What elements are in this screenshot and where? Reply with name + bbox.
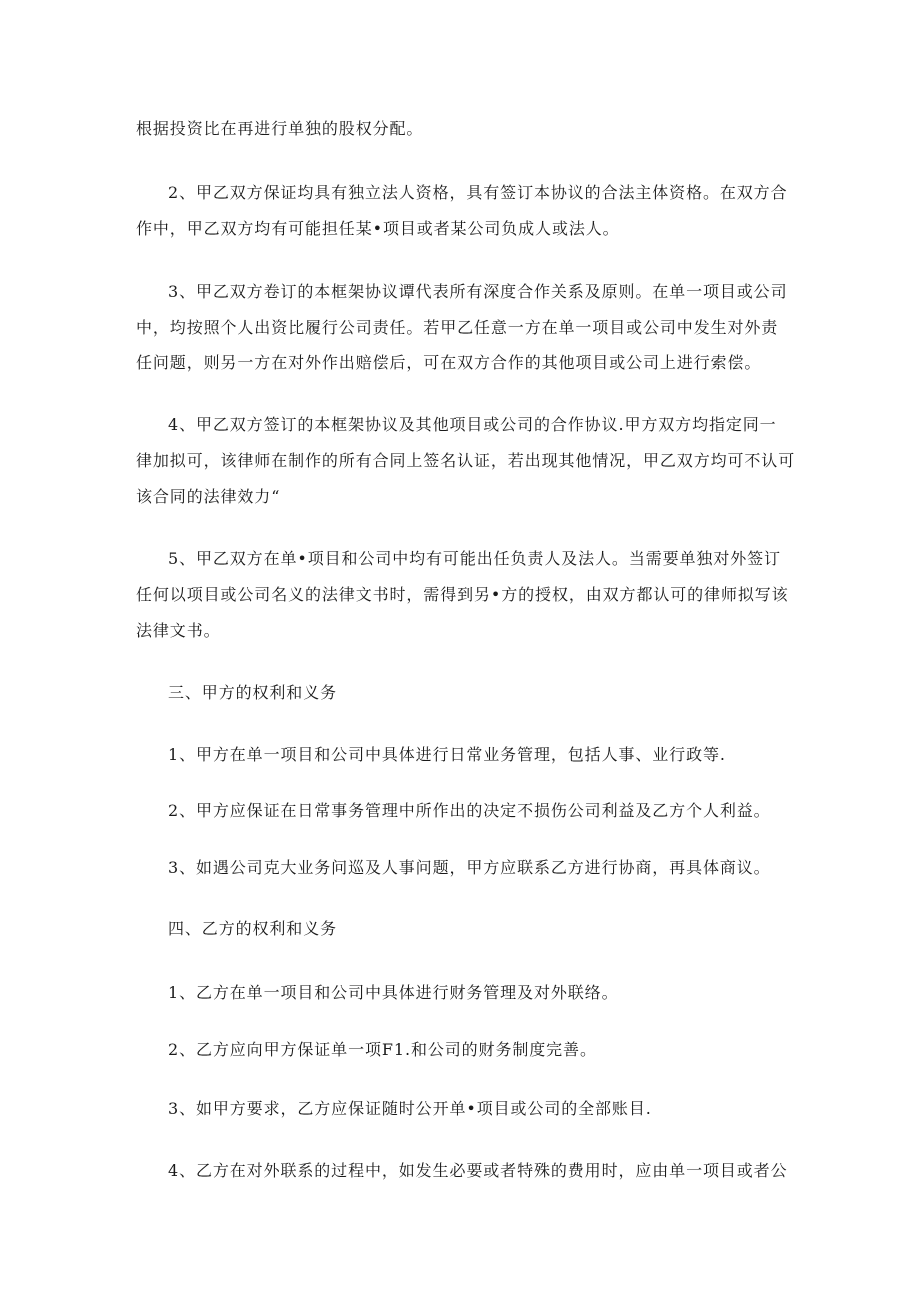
text-line: 任何以项目或公司名义的法律文书时，需得到另•方的授权，由双方都认可的律师拟写该 bbox=[136, 585, 789, 604]
text-line: 法律文书。 bbox=[136, 621, 221, 640]
text-line: 律加拟可，该律师在制作的所有合同上签名认证，若出现其他情况，甲乙双方均可不认可 bbox=[136, 451, 796, 470]
text-line: 3、如甲方要求，乙方应保证随时公开单•项目或公司的全部账目. bbox=[168, 1099, 652, 1118]
text-line: 2、乙方应向甲方保证单一项F1.和公司的财务制度完善。 bbox=[168, 1040, 597, 1059]
section-heading: 四、乙方的权利和义务 bbox=[168, 919, 338, 938]
text-line: 1、乙方在单一项目和公司中具体进行财务管理及对外联络。 bbox=[168, 983, 619, 1002]
text-line: 该合同的法律效力“ bbox=[136, 487, 281, 506]
text-line: 4、乙方在对外联系的过程中，如发生必要或者特殊的费用时，应由单一项目或者公 bbox=[168, 1161, 788, 1180]
text-line: 4、甲乙双方签订的本框架协议及其他项目或公司的合作协议.甲方双方均指定同一 bbox=[168, 415, 777, 434]
text-line: 1、甲方在单一项目和公司中具体进行日常业务管理，包括人事、业行政等. bbox=[168, 745, 726, 764]
text-line: 任问题，则另一方在对外作出赔偿后，可在双方合作的其他项目或公司上进行索偿。 bbox=[136, 353, 762, 372]
text-line: 作中，甲乙双方均有可能担任某•项目或者某公司负成人或法人。 bbox=[136, 219, 620, 238]
text-line: 2、甲乙双方保证均具有独立法人资格，具有签订本协议的合法主体资格。在双方合 bbox=[168, 183, 788, 202]
text-line: 3、甲乙双方卷订的本框架协议谭代表所有深度合作关系及原则。在单一项目或公司 bbox=[168, 282, 788, 301]
text-line: 中，均按照个人出资比履行公司责任。若甲乙任意一方在单一项目或公司中发生对外责 bbox=[136, 318, 779, 337]
text-line: 5、甲乙双方在单•项目和公司中均有可能出任负责人及法人。当需要单独对外签订 bbox=[168, 549, 781, 568]
text-line: 根据投资比在再进行单独的股权分配。 bbox=[136, 119, 424, 138]
text-line: 3、如遇公司克大业务问巡及人事问题，甲方应联系乙方进行协商，再具体商议。 bbox=[168, 858, 771, 877]
section-heading: 三、甲方的权利和义务 bbox=[168, 683, 338, 702]
text-line: 2、甲方应保证在日常事务管理中所作出的决定不损伤公司利益及乙方个人利益。 bbox=[168, 801, 771, 820]
